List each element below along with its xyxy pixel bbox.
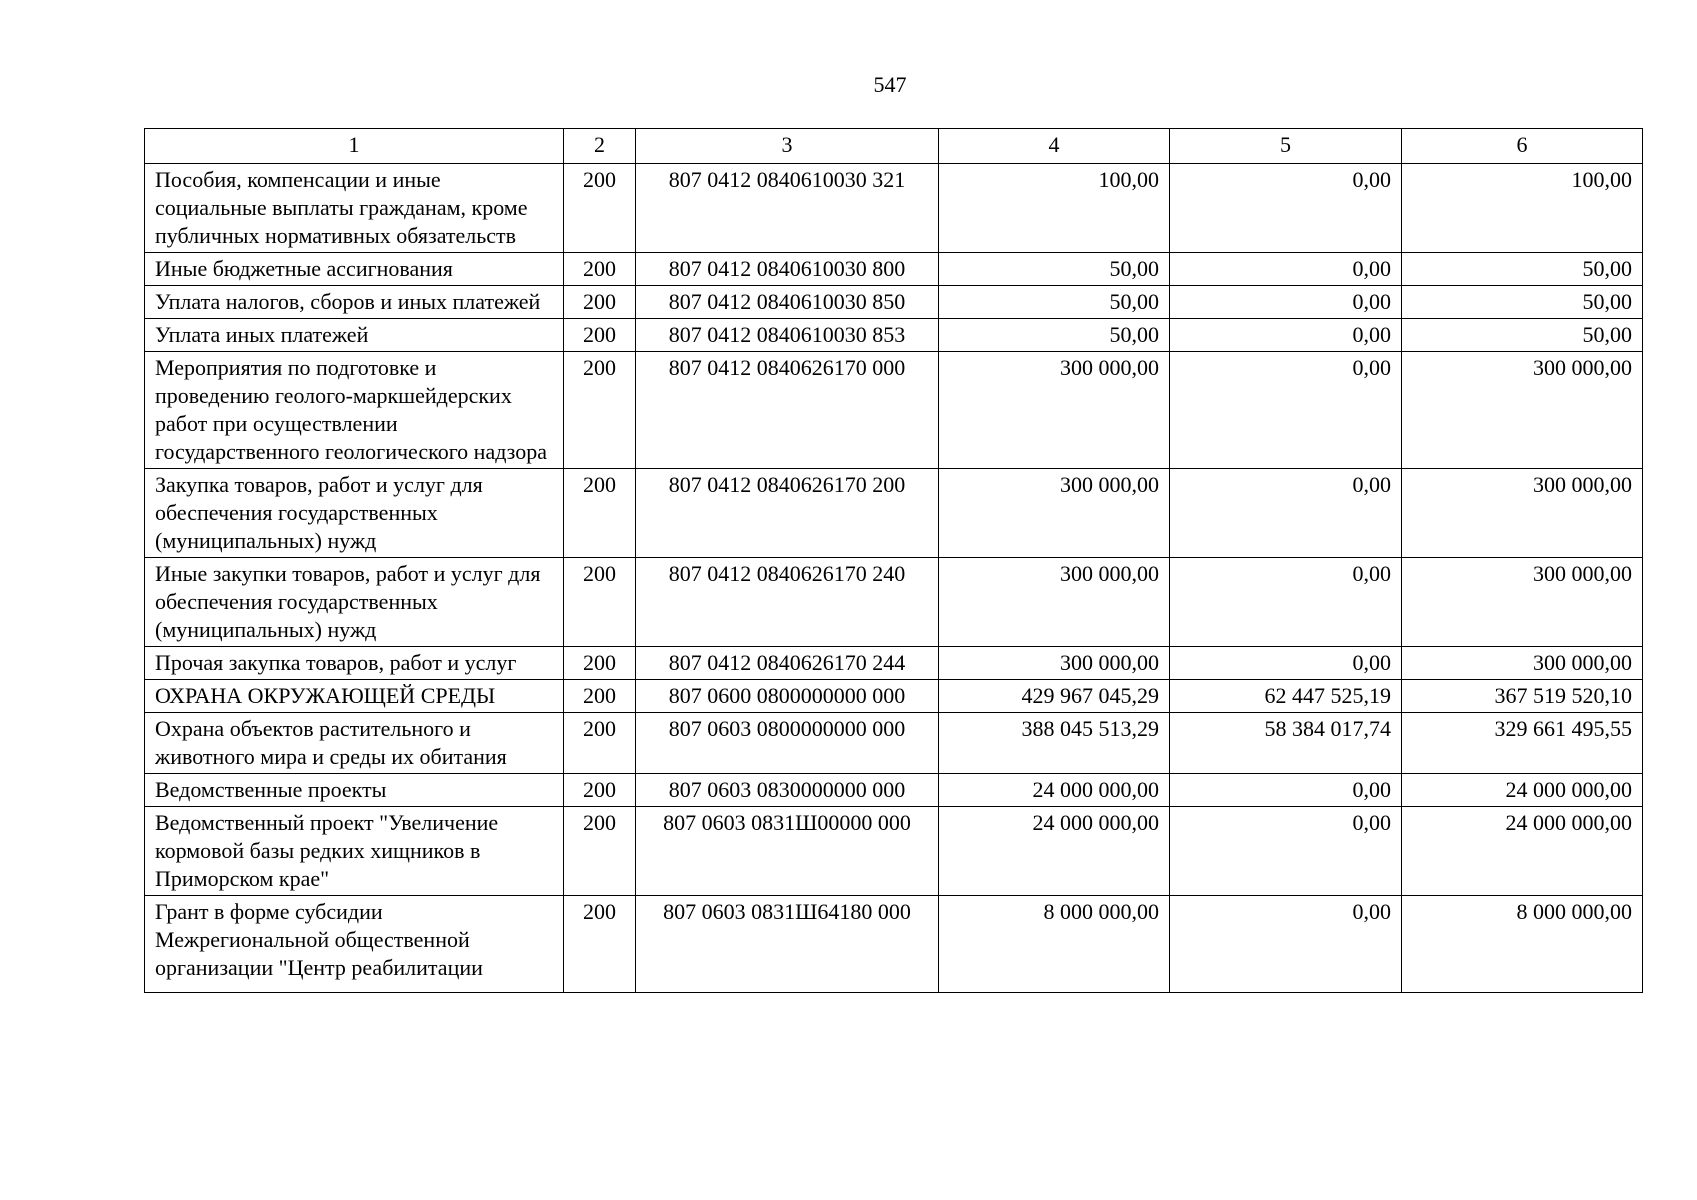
row-name: Ведомственные проекты (145, 774, 564, 807)
row-code: 200 (564, 286, 636, 319)
row-col4: 300 000,00 (939, 647, 1170, 680)
row-name: Мероприятия по подготовке и проведению геолого-маркшейдерских работ при осуществлении государственного геологического надзора (145, 352, 564, 469)
row-col6: 100,00 (1402, 164, 1643, 253)
row-name: Иные закупки товаров, работ и услуг для обеспечения государственных (муниципальных) нужд (145, 558, 564, 647)
header-col-2: 2 (564, 129, 636, 164)
row-col6: 50,00 (1402, 319, 1643, 352)
table-row (145, 286, 1643, 319)
row-kbk: 807 0412 0840626170 240 (636, 558, 939, 647)
table-row (145, 896, 1643, 993)
row-col5: 0,00 (1170, 164, 1402, 253)
row-code: 200 (564, 164, 636, 253)
row-code: 200 (564, 647, 636, 680)
row-col4: 24 000 000,00 (939, 807, 1170, 896)
row-col5: 0,00 (1170, 807, 1402, 896)
row-code: 200 (564, 469, 636, 558)
row-name: Охрана объектов растительного и животного мира и среды их обитания (145, 713, 564, 774)
table-row (145, 647, 1643, 680)
header-col-3: 3 (636, 129, 939, 164)
row-col6: 367 519 520,10 (1402, 680, 1643, 713)
header-col-5: 5 (1170, 129, 1402, 164)
row-col5: 62 447 525,19 (1170, 680, 1402, 713)
header-col-4: 4 (939, 129, 1170, 164)
table-row (145, 469, 1643, 558)
row-col6: 300 000,00 (1402, 352, 1643, 469)
row-kbk: 807 0600 0800000000 000 (636, 680, 939, 713)
row-code: 200 (564, 774, 636, 807)
row-col6: 24 000 000,00 (1402, 807, 1643, 896)
row-col5: 0,00 (1170, 647, 1402, 680)
row-col4: 100,00 (939, 164, 1170, 253)
row-col5: 0,00 (1170, 774, 1402, 807)
row-col6: 300 000,00 (1402, 558, 1643, 647)
row-code: 200 (564, 558, 636, 647)
row-code: 200 (564, 896, 636, 993)
row-kbk: 807 0412 0840610030 800 (636, 253, 939, 286)
row-name: Иные бюджетные ассигнования (145, 253, 564, 286)
budget-table (144, 128, 1643, 993)
row-col4: 300 000,00 (939, 558, 1170, 647)
row-col4: 300 000,00 (939, 469, 1170, 558)
row-col4: 429 967 045,29 (939, 680, 1170, 713)
row-col4: 50,00 (939, 253, 1170, 286)
row-col5: 0,00 (1170, 319, 1402, 352)
row-col4: 50,00 (939, 319, 1170, 352)
row-kbk: 807 0412 0840626170 000 (636, 352, 939, 469)
row-name: Уплата налогов, сборов и иных платежей (145, 286, 564, 319)
table-row (145, 558, 1643, 647)
row-col5: 0,00 (1170, 253, 1402, 286)
row-name: Уплата иных платежей (145, 319, 564, 352)
row-col6: 300 000,00 (1402, 469, 1643, 558)
row-name: Пособия, компенсации и иные социальные выплаты гражданам, кроме публичных нормативных обязательств (145, 164, 564, 253)
row-col4: 8 000 000,00 (939, 896, 1170, 993)
row-col4: 388 045 513,29 (939, 713, 1170, 774)
row-code: 200 (564, 319, 636, 352)
row-col6: 50,00 (1402, 253, 1643, 286)
row-name: ОХРАНА ОКРУЖАЮЩЕЙ СРЕДЫ (145, 680, 564, 713)
row-name: Грант в форме субсидии Межрегиональной общественной организации "Центр реабилитации (145, 896, 564, 993)
row-col6: 329 661 495,55 (1402, 713, 1643, 774)
row-code: 200 (564, 253, 636, 286)
row-kbk: 807 0412 0840610030 321 (636, 164, 939, 253)
row-kbk: 807 0412 0840610030 850 (636, 286, 939, 319)
row-kbk: 807 0603 0800000000 000 (636, 713, 939, 774)
row-col4: 50,00 (939, 286, 1170, 319)
table-row (145, 319, 1643, 352)
row-col5: 0,00 (1170, 896, 1402, 993)
page-number: 547 (873, 72, 907, 97)
table-row (145, 807, 1643, 896)
row-kbk: 807 0603 0831Ш64180 000 (636, 896, 939, 993)
row-col6: 300 000,00 (1402, 647, 1643, 680)
header-col-6: 6 (1402, 129, 1643, 164)
table-row (145, 352, 1643, 469)
table-row (145, 774, 1643, 807)
row-col4: 24 000 000,00 (939, 774, 1170, 807)
row-col6: 50,00 (1402, 286, 1643, 319)
table-body (145, 164, 1643, 993)
row-col5: 0,00 (1170, 352, 1402, 469)
row-col5: 0,00 (1170, 286, 1402, 319)
row-code: 200 (564, 713, 636, 774)
header-row (145, 129, 1643, 164)
row-kbk: 807 0412 0840626170 200 (636, 469, 939, 558)
row-code: 200 (564, 352, 636, 469)
row-code: 200 (564, 680, 636, 713)
table-row (145, 164, 1643, 253)
row-code: 200 (564, 807, 636, 896)
row-col4: 300 000,00 (939, 352, 1170, 469)
table-header (145, 129, 1643, 164)
table-row (145, 713, 1643, 774)
table-row (145, 253, 1643, 286)
row-kbk: 807 0603 0831Ш00000 000 (636, 807, 939, 896)
row-col6: 8 000 000,00 (1402, 896, 1643, 993)
row-kbk: 807 0412 0840626170 244 (636, 647, 939, 680)
row-name: Ведомственный проект "Увеличение кормовой базы редких хищников в Приморском крае" (145, 807, 564, 896)
row-col6: 24 000 000,00 (1402, 774, 1643, 807)
table-row (145, 680, 1643, 713)
row-col5: 0,00 (1170, 558, 1402, 647)
row-kbk: 807 0412 0840610030 853 (636, 319, 939, 352)
row-kbk: 807 0603 0830000000 000 (636, 774, 939, 807)
row-col5: 0,00 (1170, 469, 1402, 558)
row-col5: 58 384 017,74 (1170, 713, 1402, 774)
header-col-1: 1 (145, 129, 564, 164)
row-name: Прочая закупка товаров, работ и услуг (145, 647, 564, 680)
row-name: Закупка товаров, работ и услуг для обеспечения государственных (муниципальных) нужд (145, 469, 564, 558)
